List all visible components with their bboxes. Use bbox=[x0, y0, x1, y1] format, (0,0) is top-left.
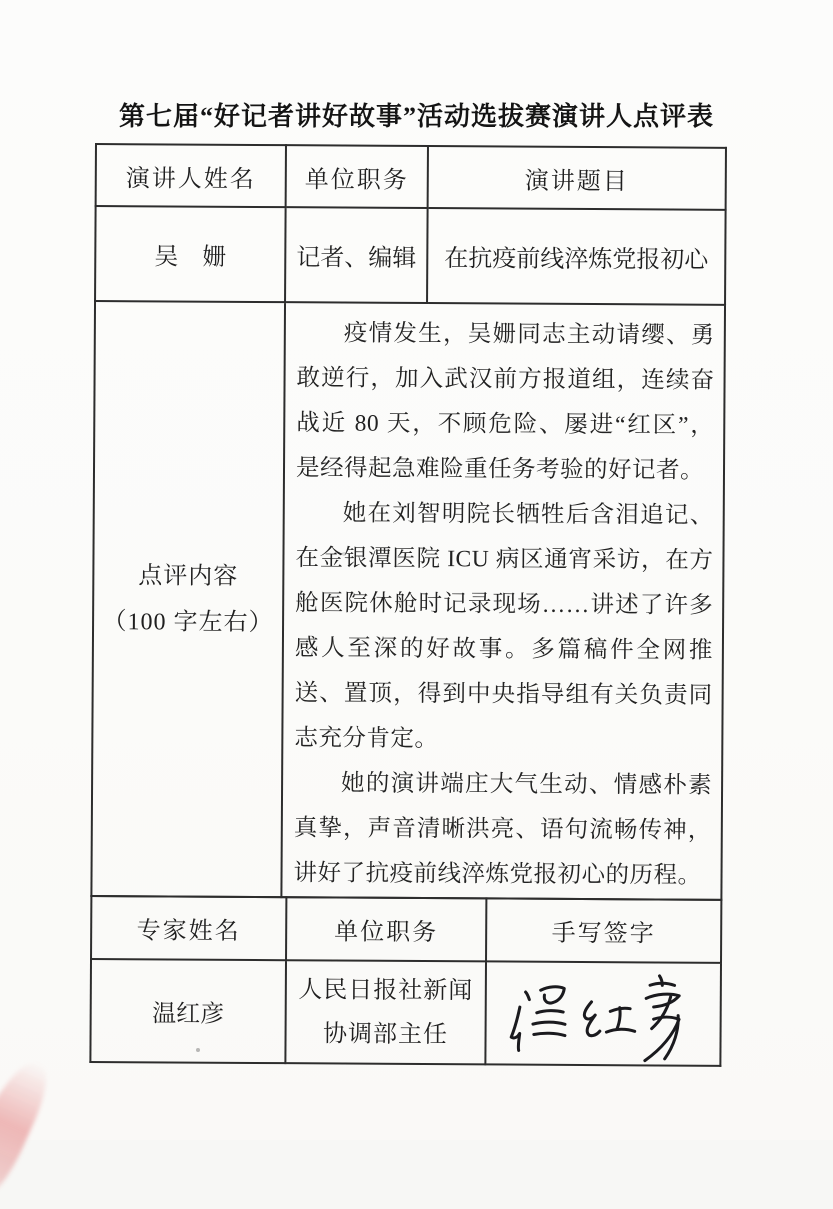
header-cell-expert-unit: 单位职务 bbox=[286, 897, 486, 961]
expert-table bbox=[89, 895, 722, 1067]
scan-artifact-speck bbox=[196, 1048, 200, 1052]
comment-content bbox=[281, 302, 725, 900]
header-cell-unit: 单位职务 bbox=[286, 145, 428, 208]
table-row bbox=[90, 959, 721, 1066]
comment-label-line2: （100 字左右） bbox=[102, 608, 274, 636]
table-row bbox=[91, 896, 721, 963]
expert-unit-line1: 人民日报社新闻 bbox=[298, 976, 474, 1004]
expert-name: 温红彦 bbox=[90, 959, 286, 1063]
scan-artifact-pink-streak bbox=[0, 1053, 57, 1209]
signature-cell bbox=[485, 961, 721, 1065]
speech-topic: 在抗疫前线淬炼党报初心 bbox=[427, 208, 726, 305]
header-cell-signature: 手写签字 bbox=[486, 898, 721, 962]
header-cell-speaker-name: 演讲人姓名 bbox=[96, 144, 286, 207]
scan-artifact-speck bbox=[342, 552, 346, 556]
page-title: 第七届“好记者讲好故事”活动选拔赛演讲人点评表 bbox=[118, 102, 714, 131]
comment-paragraph: 疫情发生，吴姗同志主动请缨、勇敢逆行，加入武汉前方报道组，连续奋战近 80 天，不顾危险、屡进“红区”，是经得起急难险重任务考验的好记者。 bbox=[295, 320, 715, 484]
comment-paragraph: 她在刘智明院长牺牲后含泪追记、在金银潭医院 ICU 病区通宵采访，在方舱医院休舱时记录现场……讲述了许多感人至深的好故事。多篇稿件全网推送、置顶，得到中央指导组有关负责同志充分肯定。 bbox=[294, 500, 714, 753]
comment-label bbox=[91, 301, 285, 897]
expert-unit-line2: 协调部主任 bbox=[322, 1020, 449, 1048]
handwritten-signature bbox=[503, 965, 704, 1064]
header-cell-topic: 演讲题目 bbox=[428, 146, 726, 210]
table-row bbox=[91, 301, 725, 900]
table-row bbox=[95, 206, 726, 305]
review-form bbox=[89, 143, 725, 1067]
speaker-unit: 记者、编辑 bbox=[285, 207, 428, 303]
table-row bbox=[96, 144, 726, 210]
comment-paragraph: 她的演讲端庄大气生动、情感朴素真挚，声音清晰洪亮、语句流畅传神，讲好了抗疫前线淬炼党报初心的历程。 bbox=[293, 770, 713, 889]
header-cell-expert-name: 专家姓名 bbox=[91, 896, 286, 960]
speaker-table bbox=[90, 143, 727, 901]
comment-label-line1: 点评内容 bbox=[138, 562, 239, 590]
speaker-name: 吴 姗 bbox=[95, 206, 286, 302]
expert-unit bbox=[285, 960, 486, 1064]
